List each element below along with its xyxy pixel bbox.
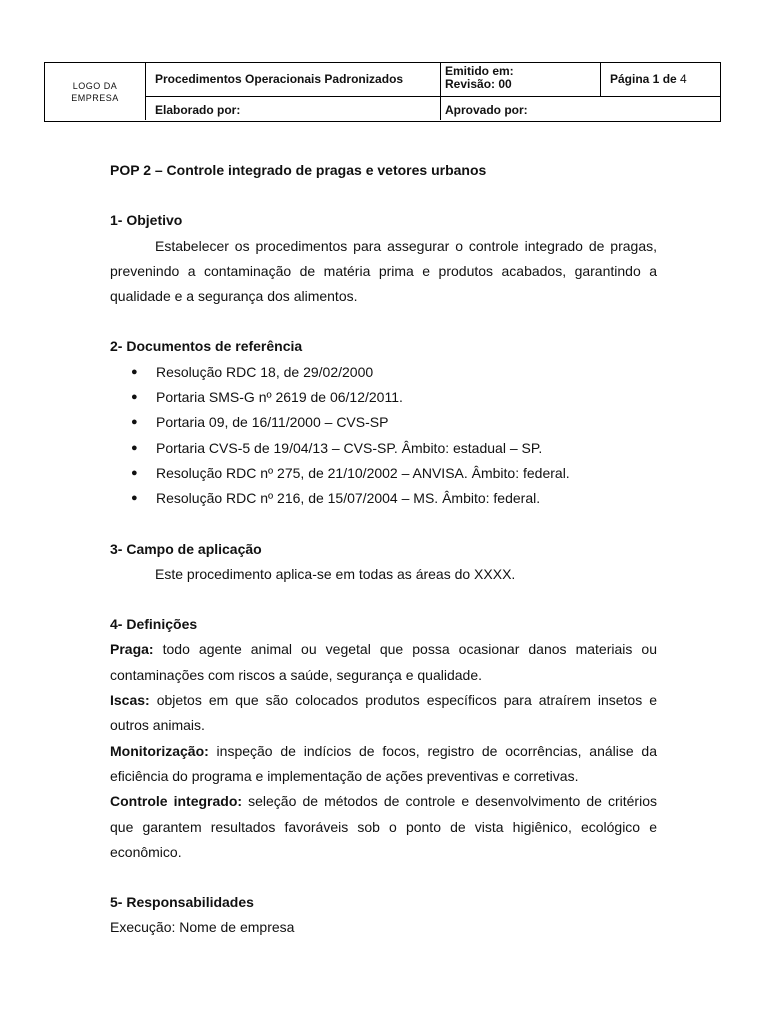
list-item: ● Portaria CVS-5 de 19/04/13 – CVS-SP. Âmbito: estadual – SP. bbox=[110, 436, 657, 461]
logo-line-1: LOGO DA bbox=[72, 80, 118, 91]
list-item: ● Resolução RDC 18, de 29/02/2000 bbox=[110, 360, 657, 385]
section-objective-heading: 1- Objetivo bbox=[110, 212, 183, 229]
definition-item bbox=[110, 739, 657, 790]
section-responsibilities-heading: 5- Responsabilidades bbox=[110, 894, 254, 911]
bullet-icon: ● bbox=[131, 441, 138, 454]
references-list bbox=[110, 360, 657, 512]
bullet-icon: ● bbox=[131, 391, 138, 404]
issue-info bbox=[445, 65, 514, 91]
definition-text: todo agente animal ou vegetal que possa ocasionar danos materiais ou contaminações com riscos a saúde, segurança e qualidade. bbox=[110, 641, 657, 683]
definition-item bbox=[110, 688, 657, 739]
list-item: ● Portaria SMS-G nº 2619 de 06/12/2011. bbox=[110, 385, 657, 410]
list-item: ● Resolução RDC nº 275, de 21/10/2002 – ANVISA. Âmbito: federal. bbox=[110, 461, 657, 486]
section-definitions-heading: 4- Definições bbox=[110, 616, 198, 633]
approved-by-label: Aprovado por: bbox=[445, 103, 528, 117]
page-prefix: Página 1 de bbox=[610, 72, 681, 86]
page-total: 4 bbox=[680, 72, 687, 86]
definition-text: objetos em que são colocados produtos específicos para atraírem insetos e outros animais. bbox=[110, 692, 657, 734]
header-divider bbox=[440, 63, 441, 120]
definition-term: Iscas: bbox=[110, 692, 150, 709]
definition-text: inspeção de indícios de focos, registro de ocorrências, análise da eficiência do programa e implementação de ações preventivas e corretivas. bbox=[110, 742, 657, 784]
document-body bbox=[110, 158, 657, 941]
section-scope-text: Este procedimento aplica-se em todas as áreas do XXXX. bbox=[155, 565, 516, 582]
issued-label: Emitido em: bbox=[445, 64, 514, 78]
header-divider bbox=[145, 96, 720, 97]
section-responsibilities-text: Execução: Nome de empresa bbox=[110, 919, 295, 936]
definition-term: Praga: bbox=[110, 641, 154, 658]
bullet-icon: ● bbox=[131, 466, 138, 479]
header-divider bbox=[600, 63, 601, 96]
bullet-icon: ● bbox=[131, 365, 138, 378]
prepared-by-label: Elaborado por: bbox=[155, 103, 241, 117]
definition-item bbox=[110, 637, 657, 688]
document-header-table bbox=[44, 62, 721, 122]
logo-line-2: EMPRESA bbox=[71, 92, 119, 103]
document-title: POP 2 – Controle integrado de pragas e vetores urbanos bbox=[110, 162, 487, 178]
section-objective-text: Estabelecer os procedimentos para assegurar o controle integrado de pragas, prevenindo a contaminação de matéria prima e produtos acabados, garantindo a qualidade e a segurança dos alimentos. bbox=[110, 237, 657, 305]
bullet-icon: ● bbox=[131, 492, 138, 505]
definition-text: seleção de métodos de controle e desenvolvimento de critérios que garantem resultados favoráveis sob o ponto de vista higiênico, ecológico e econômico. bbox=[110, 793, 657, 860]
company-logo-placeholder bbox=[45, 63, 145, 120]
section-scope-heading: 3- Campo de aplicação bbox=[110, 540, 262, 557]
list-item: ● Resolução RDC nº 216, de 15/07/2004 – MS. Âmbito: federal. bbox=[110, 486, 657, 511]
list-item: ● Portaria 09, de 16/11/2000 – CVS-SP bbox=[110, 410, 657, 435]
definition-item bbox=[110, 789, 657, 865]
header-divider bbox=[145, 63, 146, 120]
doc-type: Procedimentos Operacionais Padronizados bbox=[155, 72, 404, 86]
bullet-icon: ● bbox=[131, 416, 138, 429]
definition-term: Controle integrado: bbox=[110, 793, 243, 810]
definition-term: Monitorização: bbox=[110, 742, 209, 759]
page-number bbox=[610, 72, 687, 86]
revision-label: Revisão: 00 bbox=[445, 77, 512, 91]
section-references-heading: 2- Documentos de referência bbox=[110, 338, 303, 355]
